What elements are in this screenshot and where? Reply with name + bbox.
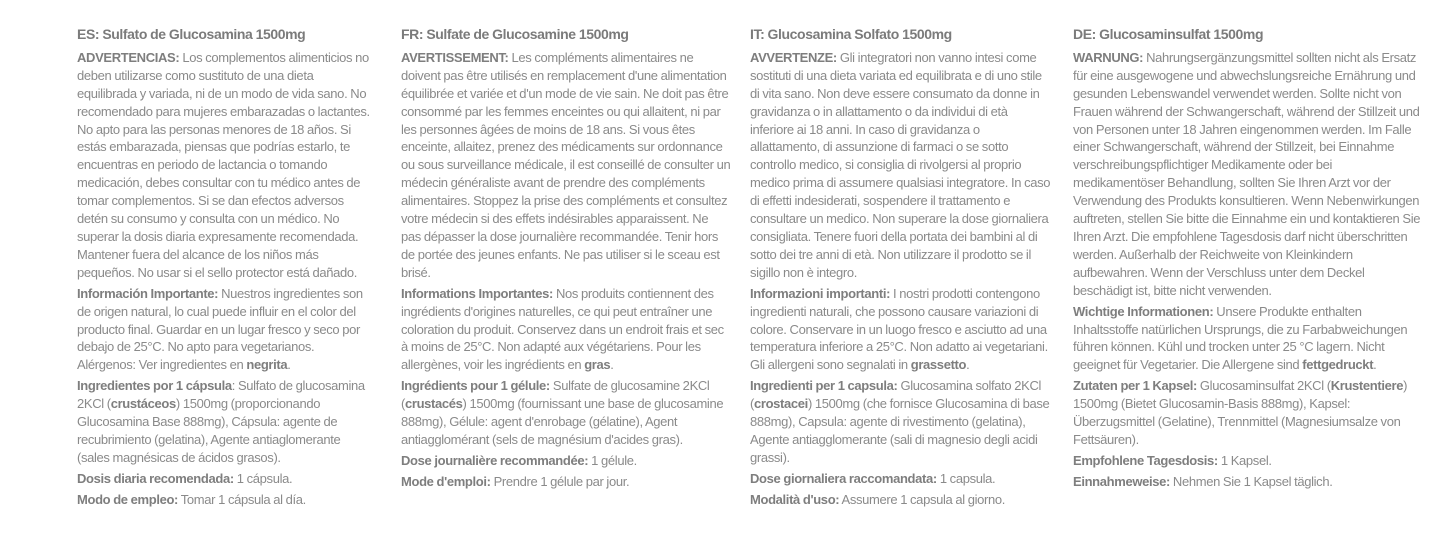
ingredients-paragraph bbox=[401, 377, 731, 449]
warnings-heading: AVERTISSEMENT: bbox=[401, 49, 509, 65]
column-title: DE: Glucosaminsulfat 1500mg bbox=[1073, 26, 1264, 42]
warnings-heading: WARNUNG: bbox=[1073, 49, 1144, 65]
ingredients-heading: Ingredientes por 1 cápsula bbox=[77, 378, 232, 394]
warnings-paragraph bbox=[401, 49, 731, 282]
usage-heading: Einnahmeweise: bbox=[1073, 473, 1170, 489]
dose-text: 1 Kapsel. bbox=[1217, 452, 1272, 468]
info-paragraph bbox=[401, 285, 731, 375]
info-heading: Informations Importantes: bbox=[401, 285, 554, 301]
warnings-heading: ADVERTENCIAS: bbox=[77, 49, 180, 65]
warnings-text: Los complementos alimenticios no deben utilizarse como sustituto de una dieta equilibrada y variada, ni de un modo de vida sano. No recomendado para mujeres embarazadas o lactantes. No apto para las personas menores de 18 años. Si estás embarazada, piensas que podrías estarlo, te encuentras en periodo de lactancia o tomando medicación, debes consultar con tu médico antes de tomar complementos. Si se dan efectos adversos detén su consumo y consulta con un médico. No superar la dosis diaria expresamente recomendada. Mantener fuera del alcance de los niños más pequeños. No usar si el sello protector está dañado. bbox=[77, 49, 370, 280]
column-title: IT: Glucosamina Solfato 1500mg bbox=[750, 26, 952, 42]
dose-text: 1 cápsula. bbox=[233, 470, 293, 486]
info-paragraph bbox=[77, 285, 375, 375]
ingredients-paragraph bbox=[1073, 377, 1425, 449]
ingredients-heading: Ingrédients pour 1 gélule: bbox=[401, 378, 550, 394]
warnings-text: Nahrungsergänzungsmittel sollten nicht als Ersatz für eine ausgewogene und abwechslungsreiche Ernährung und gesunden Lebenswandel verwendet werden. Sollte nicht von Frauen während der Schwangerschaft, während der Stillzeit und von Personen unter 18 Jahren eingenommen werden. Im Falle einer Schwangerschaft, während der Stillzeit, bei Einnahme verschreibungspflichtiger Medikamente oder bei medikamentöser Behandlung, sollten Sie Ihren Arzt vor der Verwendung des Produkts konsultieren. Wenn Nebenwirkungen auftreten, stellen Sie bitte die Einnahme ein und kontaktieren Sie Ihren Arzt. Die empfohlene Tagesdosis darf nicht überschritten werden. Außerhalb der Reichweite von Kleinkindern aufbewahren. Wenn der Verschluss unter dem Deckel beschädigt ist, bitte nicht verwenden. bbox=[1073, 49, 1421, 298]
info-text: Unsere Produkte enthalten Inhaltsstoffe natürlichen Ursprungs, die zu Farbabweichungen führen können. Kühl und trocken unter 25 °C lagern. Nicht geeignet für Vegetarier. Die Allergene sind bbox=[1073, 303, 1408, 373]
usage-text: Tomar 1 cápsula al día. bbox=[178, 491, 306, 507]
warnings-text: Les compléments alimentaires ne doivent pas être utilisés en remplacement d'une alimentation équilibrée et variée et d'un mode de vie sain. Ne doit pas être consommé par les femmes enceintes ou qui allaitent, ni par les personnes âgées de moins de 18 ans. Si vous êtes enceinte, allaitez, prenez des médicaments sur ordonnance ou sous surveillance médicale, il est conseillé de consulter un médecin généraliste avant de prendre des compléments alimentaires. Stoppez la prise des compléments et consultez votre médecin si des effets indésirables apparaissent. Ne pas dépasser la dose journalière recommandée. Tenir hors de portée des jeunes enfants. Ne pas utiliser si le sceau est brisé. bbox=[401, 49, 731, 280]
allergen-word: crustáceos bbox=[110, 396, 176, 412]
usage-heading: Modo de empleo: bbox=[77, 491, 179, 507]
usage-paragraph bbox=[77, 491, 375, 509]
ingredients-text-b: ) 1500mg (Bietet Glucosamin-Basis 888mg), Kapsel: Überzugsmittel (Gelatine), Trennmittel (Magnesiumsalze von Fettsäuren). bbox=[1073, 378, 1408, 447]
ingredients-text-b: ) 1500mg (proporcionando Glucosamina Base 888mg), Cápsula: agente de recubrimiento (gelatina), Agente antiaglomerante (sales magnésicas de ácidos grasos). bbox=[77, 396, 341, 465]
dose-paragraph bbox=[77, 470, 375, 488]
dose-heading: Dose journalière recommandée: bbox=[401, 452, 589, 468]
info-bold-word: fettgedruckt bbox=[1302, 357, 1374, 373]
dose-heading: Empfohlene Tagesdosis: bbox=[1073, 452, 1218, 468]
info-paragraph bbox=[750, 285, 1052, 375]
info-heading: Información Importante: bbox=[77, 285, 219, 301]
dose-paragraph bbox=[1073, 452, 1425, 470]
usage-text: Prendre 1 gélule par jour. bbox=[490, 473, 630, 489]
dose-text: 1 capsula. bbox=[936, 470, 996, 486]
column-es bbox=[77, 26, 375, 512]
column-title: FR: Sulfate de Glucosamine 1500mg bbox=[401, 26, 629, 42]
ingredients-paragraph bbox=[77, 377, 375, 467]
column-it bbox=[750, 26, 1052, 512]
dose-text: 1 gélule. bbox=[588, 452, 637, 468]
ingredients-text-a: Glucosamina solfato 2KCl ( bbox=[750, 378, 1042, 412]
ingredients-text-b: ) 1500mg (fournissant une base de glucosamine 888mg), Gélule: agent d'enrobage (gélatine), Agent antiagglomérant (sels de magnésium d'acides gras). bbox=[401, 396, 724, 447]
usage-paragraph bbox=[750, 491, 1052, 509]
info-end: . bbox=[966, 357, 970, 373]
info-text: Nos produits contiennent des ingrédients d'origines naturelles, ce qui peut entraîner une coloration du produit. Conservez dans un endroit frais et sec à moins de 25°C. Non adapté aux végétariens. Pour les allergènes, voir les ingrédients en bbox=[401, 285, 724, 373]
info-end: . bbox=[287, 357, 291, 373]
info-text: I nostri prodotti contengono ingredienti naturali, che possono causare variazioni di colore. Conservare in un luogo fresco e asciutto ad una temperatura inferiore a 25°C. Non adatto ai vegetariani. Gli allergeni sono segnalati in bbox=[750, 285, 1048, 373]
column-fr bbox=[401, 26, 731, 494]
usage-paragraph bbox=[401, 473, 731, 491]
ingredients-heading: Ingredienti per 1 capsula: bbox=[750, 378, 898, 394]
warnings-paragraph bbox=[77, 49, 375, 282]
allergen-word: Krustentiere bbox=[1330, 378, 1404, 394]
usage-text: Nehmen Sie 1 Kapsel täglich. bbox=[1169, 473, 1333, 489]
usage-paragraph bbox=[1073, 473, 1425, 491]
allergen-word: crostacei bbox=[753, 396, 808, 412]
usage-heading: Modalità d'uso: bbox=[750, 491, 840, 507]
ingredients-text-a: Sulfate de glucosamine 2KCl ( bbox=[401, 378, 710, 412]
dose-paragraph bbox=[401, 452, 731, 470]
info-bold-word: negrita bbox=[246, 357, 288, 373]
dose-heading: Dose giornaliera raccomandata: bbox=[750, 470, 937, 486]
info-end: . bbox=[1373, 357, 1377, 373]
ingredients-heading: Zutaten per 1 Kapsel: bbox=[1073, 378, 1197, 394]
info-bold-word: grassetto bbox=[910, 357, 967, 373]
info-heading: Wichtige Informationen: bbox=[1073, 303, 1214, 319]
usage-heading: Mode d'emploi: bbox=[401, 473, 491, 489]
usage-text: Assumere 1 capsula al giorno. bbox=[839, 491, 1006, 507]
column-title: ES: Sulfato de Glucosamina 1500mg bbox=[77, 26, 306, 42]
ingredients-paragraph bbox=[750, 377, 1052, 467]
info-bold-word: gras bbox=[584, 357, 611, 373]
warnings-heading: AVVERTENZE: bbox=[750, 49, 837, 65]
column-de bbox=[1073, 26, 1425, 494]
dose-heading: Dosis diaria recomendada: bbox=[77, 470, 234, 486]
allergen-word: crustacés bbox=[404, 396, 463, 412]
info-text: Nuestros ingredientes son de origen natural, lo cual puede influir en el color del producto final. Guardar en un lugar fresco y seco por debajo de 25°C. No apto para vegetarianos. Alérgenos: Ver ingredientes en bbox=[77, 285, 363, 373]
info-end: . bbox=[610, 357, 614, 373]
ingredients-text-b: ) 1500mg (che fornisce Glucosamina di base 888mg), Capsula: agente di rivestimento (gelatina), Agente antiagglomerante (sali di magnesio degli acidi grassi). bbox=[750, 396, 1050, 465]
info-paragraph bbox=[1073, 303, 1425, 375]
ingredients-text-a: : Sulfato de glucosamina 2KCl ( bbox=[77, 378, 365, 412]
warnings-text: Gli integratori non vanno intesi come sostituti di una dieta variata ed equilibrata e di uno stile di vita sano. Non deve essere consumato da donne in gravidanza o in allattamento o da individui di età inferiore ai 18 anni. In caso di gravidanza o allattamento, di assunzione di farmaci o se sotto controllo medico, si consiglia di rivolgersi al proprio medico prima di assumere qualsiasi integratore. In caso di effetti indesiderati, sospendere il trattamento e consultare un medico. Non superare la dose giornaliera consigliata. Tenere fuori della portata dei bambini al di sotto dei tre anni di età. Non utilizzare il prodotto se il sigillo non è integro. bbox=[750, 49, 1051, 280]
dose-paragraph bbox=[750, 470, 1052, 488]
ingredients-text-a: Glucosaminsulfat 2KCl ( bbox=[1196, 378, 1331, 394]
warnings-paragraph bbox=[1073, 49, 1425, 300]
warnings-paragraph bbox=[750, 49, 1052, 282]
info-heading: Informazioni importanti: bbox=[750, 285, 891, 301]
